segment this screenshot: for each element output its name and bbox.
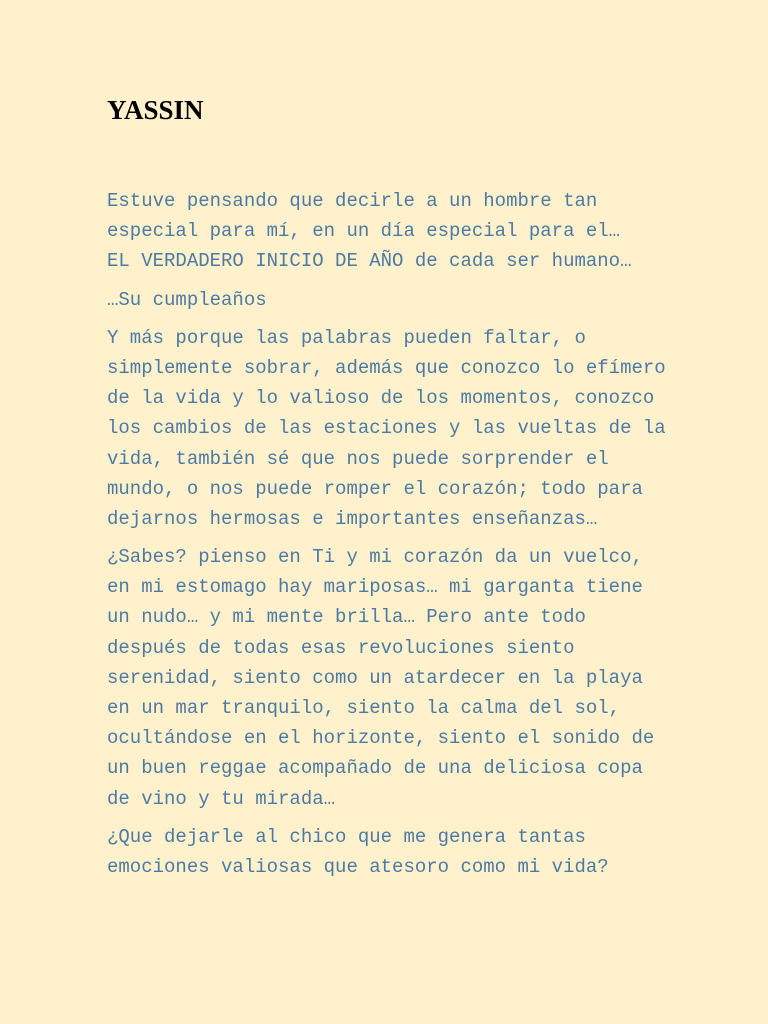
- text-line: de la vida y lo valioso de los momentos, conozco: [107, 387, 655, 410]
- text-line: en un mar tranquilo, siento la calma del sol,: [107, 697, 621, 719]
- paragraph-4: [107, 542, 677, 814]
- text-line: Estuve pensando que decirle a un hombre tan: [107, 190, 598, 212]
- text-line: serenidad, siento como un atardecer en la playa: [107, 666, 643, 689]
- paragraph-3: [107, 323, 677, 534]
- document-title: YASSIN: [107, 95, 204, 125]
- text-line: un nudo… y mi mente brilla… Pero ante todo: [107, 606, 586, 629]
- paragraph-2: [107, 285, 677, 315]
- text-line: …Su cumpleaños: [107, 288, 267, 311]
- text-line: ¿Sabes? pienso en Ti y mi corazón da un vuelco,: [107, 546, 643, 569]
- text-line: en mi estomago hay mariposas… mi garganta tiene: [107, 576, 643, 599]
- text-line: un buen reggae acompañado de una deliciosa copa: [107, 757, 643, 780]
- text-line: vida, también sé que nos puede sorprender el: [107, 447, 609, 470]
- text-line: Y más porque las palabras pueden faltar, o: [107, 326, 586, 349]
- text-line: EL VERDADERO INICIO DE AÑO de cada ser humano…: [107, 250, 632, 273]
- text-line: emociones valiosas que atesoro como mi vida?: [107, 855, 609, 878]
- document-body: [107, 186, 677, 890]
- text-line: dejarnos hermosas e importantes enseñanzas…: [107, 507, 598, 530]
- text-line: ¿Que dejarle al chico que me genera tantas: [107, 825, 586, 848]
- text-line: después de todas esas revoluciones siento: [107, 636, 575, 659]
- text-line: ocultándose en el horizonte, siento el sonido de: [107, 727, 655, 750]
- text-line: especial para mí, en un día especial para el…: [107, 220, 621, 243]
- paragraph-5: [107, 822, 677, 882]
- text-line: de vino y tu mirada…: [107, 787, 336, 810]
- text-line: los cambios de las estaciones y las vueltas de la: [107, 417, 666, 440]
- text-line: simplemente sobrar, además que conozco lo efímero: [107, 356, 666, 379]
- text-line: mundo, o nos puede romper el corazón; todo para: [107, 477, 643, 500]
- paragraph-1: [107, 186, 677, 277]
